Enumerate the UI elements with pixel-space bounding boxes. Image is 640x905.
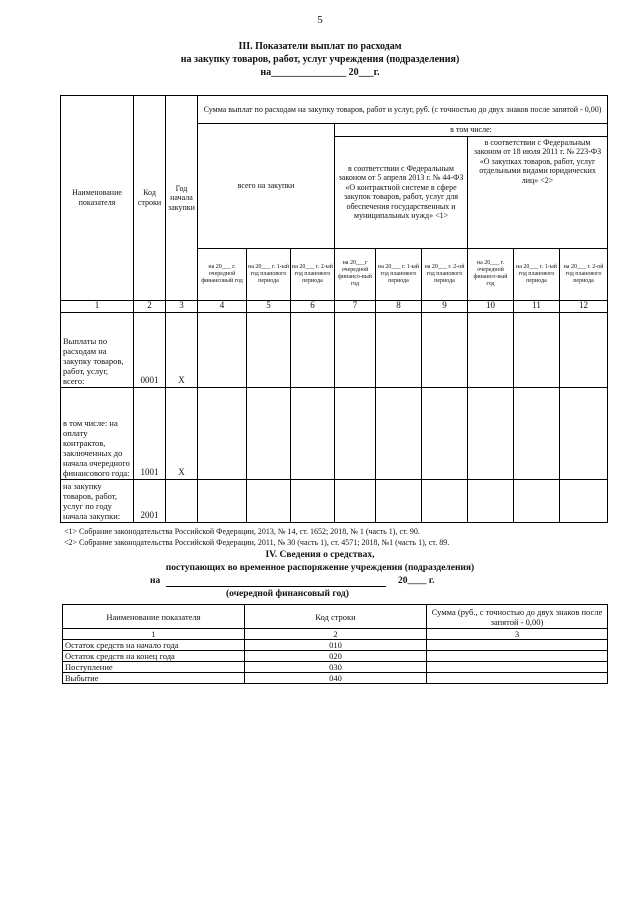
footnote-1: <1> Собрание законодательства Российской Федерации, 2013, № 14, ст. 1652; 2018, № 1 (часть 1), ст. 90. <box>64 527 420 536</box>
value-cell[interactable] <box>560 312 608 387</box>
value-cell[interactable] <box>335 387 376 479</box>
row-code: 2001 <box>134 479 166 522</box>
column-number: 11 <box>514 300 560 312</box>
row-name: на закупку товаров, работ, услуг по году начала закупки: <box>61 479 134 522</box>
section4-title-line3-suffix: 20____ г. <box>398 576 435 586</box>
value-cell[interactable] <box>376 387 422 479</box>
row-sum[interactable] <box>427 640 608 651</box>
value-cell[interactable] <box>514 479 560 522</box>
value-cell[interactable] <box>247 312 291 387</box>
header-row-code: Код строки <box>245 605 427 629</box>
header-purchase-year: Год начала закупки <box>166 96 198 301</box>
header-row-code: Код строки <box>134 96 166 301</box>
column-number: 7 <box>335 300 376 312</box>
period-label-cell: на 20___ г. очередной финансо-вый год <box>468 248 514 300</box>
column-number: 6 <box>291 300 335 312</box>
section4-title-line1: IV. Сведения о средствах, <box>265 550 375 560</box>
value-cell[interactable] <box>335 479 376 522</box>
row-code: 010 <box>245 640 427 651</box>
temporary-funds-table <box>62 604 608 684</box>
column-number: 1 <box>63 629 245 640</box>
date-blank-line <box>166 586 386 587</box>
value-cell[interactable] <box>247 387 291 479</box>
row-name: Выбытие <box>63 673 245 684</box>
section4-title-line4: (очередной финансовый год) <box>226 589 349 599</box>
header-total-purchases: всего на закупки <box>198 124 335 249</box>
value-cell[interactable] <box>468 479 514 522</box>
row-code: 030 <box>245 662 427 673</box>
row-sum[interactable] <box>427 673 608 684</box>
row-year: X <box>166 312 198 387</box>
row-year: X <box>166 387 198 479</box>
row-name: Остаток средств на конец года <box>63 651 245 662</box>
section4-title-line3-prefix: на <box>150 576 161 586</box>
period-label-cell: на 20___ г. 2-ой год планового периода <box>422 248 468 300</box>
row-name: Остаток средств на начало года <box>63 640 245 651</box>
value-cell[interactable] <box>376 479 422 522</box>
row-code: 020 <box>245 651 427 662</box>
column-number: 8 <box>376 300 422 312</box>
header-in-that-number: в том числе: <box>335 124 608 137</box>
period-label-cell: на 20___ г. 2-ой год планового периода <box>560 248 608 300</box>
value-cell[interactable] <box>422 387 468 479</box>
value-cell[interactable] <box>335 312 376 387</box>
row-name: в том числе: на оплату контрактов, заключенных до начала очередного финансового года: <box>61 387 134 479</box>
value-cell[interactable] <box>468 387 514 479</box>
header-indicator-name: Наименование показателя <box>63 605 245 629</box>
value-cell[interactable] <box>422 479 468 522</box>
header-sum: Сумма (руб., с точностью до двух знаков после запятой - 0,00) <box>427 605 608 629</box>
section3-title-line2: на закупку товаров, работ, услуг учреждения (подразделения) <box>180 54 460 65</box>
column-number: 3 <box>166 300 198 312</box>
column-number: 9 <box>422 300 468 312</box>
value-cell[interactable] <box>422 312 468 387</box>
table-row <box>63 662 608 673</box>
column-number: 4 <box>198 300 247 312</box>
value-cell[interactable] <box>291 387 335 479</box>
column-number: 3 <box>427 629 608 640</box>
footnotes <box>64 526 624 548</box>
value-cell[interactable] <box>514 312 560 387</box>
table-row <box>63 640 608 651</box>
value-cell[interactable] <box>468 312 514 387</box>
column-number: 1 <box>61 300 134 312</box>
section3-title <box>0 40 640 79</box>
row-code: 0001 <box>134 312 166 387</box>
header-indicator-name: Наименование показателя <box>61 96 134 301</box>
row-code: 1001 <box>134 387 166 479</box>
value-cell[interactable] <box>247 479 291 522</box>
value-cell[interactable] <box>198 312 247 387</box>
value-cell[interactable] <box>291 479 335 522</box>
footnote-2: <2> Собрание законодательства Российской Федерации, 2011, № 30 (часть 1), ст. 4571; 2018, №1 (часть 1), ст. 89. <box>64 538 450 547</box>
value-cell[interactable] <box>291 312 335 387</box>
value-cell[interactable] <box>376 312 422 387</box>
period-label-cell: на 20___ г. 1-ый год планового периода <box>376 248 422 300</box>
value-cell[interactable] <box>514 387 560 479</box>
row-year <box>166 479 198 522</box>
table-row <box>61 312 608 387</box>
period-label-cell: на 20___ г. очередной финансовый год <box>198 248 247 300</box>
row-name: Выплаты по расходам на закупку товаров, работ, услуг, всего: <box>61 312 134 387</box>
row-sum[interactable] <box>427 651 608 662</box>
period-label-cell: на 20___ г. 1-ый год планового периода <box>247 248 291 300</box>
page-number: 5 <box>317 14 323 26</box>
header-sum-payments: Сумма выплат по расходам на закупку товаров, работ и услуг, руб. (с точностью до двух знаков после запятой - 0,00) <box>198 96 608 124</box>
section3-title-line3: на_______________ 20___г. <box>260 67 380 78</box>
table-row <box>63 651 608 662</box>
row-sum[interactable] <box>427 662 608 673</box>
value-cell[interactable] <box>560 387 608 479</box>
table-row <box>61 479 608 522</box>
section4-title-line2: поступающих во временное распоряжение учреждения (подразделения) <box>165 563 475 573</box>
period-label-cell: на 20___ г. 1-ый год планового периода <box>514 248 560 300</box>
column-number: 12 <box>560 300 608 312</box>
column-number: 5 <box>247 300 291 312</box>
column-number: 10 <box>468 300 514 312</box>
row-name: Поступление <box>63 662 245 673</box>
period-label-cell: на 20___г очередной финансо-вый год <box>335 248 376 300</box>
value-cell[interactable] <box>198 479 247 522</box>
header-fz44: в соответствии с Федеральным законом от 5 апреля 2013 г. № 44-ФЗ «О контрактной системе в сфере закупок товаров, работ, услуг для обеспечения государственных и муниципальных нужд» <1> <box>335 136 468 248</box>
period-label-cell: на 20___ г. 2-ый год планового периода <box>291 248 335 300</box>
header-fz223: в соответствии с Федеральным законом от 18 июля 2011 г. № 223-ФЗ «О закупках товаров, работ, услуг отдельными видами юридических лиц» <2> <box>468 136 608 248</box>
value-cell[interactable] <box>560 479 608 522</box>
purchase-payments-table <box>60 95 608 523</box>
value-cell[interactable] <box>198 387 247 479</box>
table-row <box>63 673 608 684</box>
column-number: 2 <box>245 629 427 640</box>
table-row <box>61 387 608 479</box>
row-code: 040 <box>245 673 427 684</box>
column-number: 2 <box>134 300 166 312</box>
section3-title-line1: III. Показатели выплат по расходам <box>238 41 402 52</box>
